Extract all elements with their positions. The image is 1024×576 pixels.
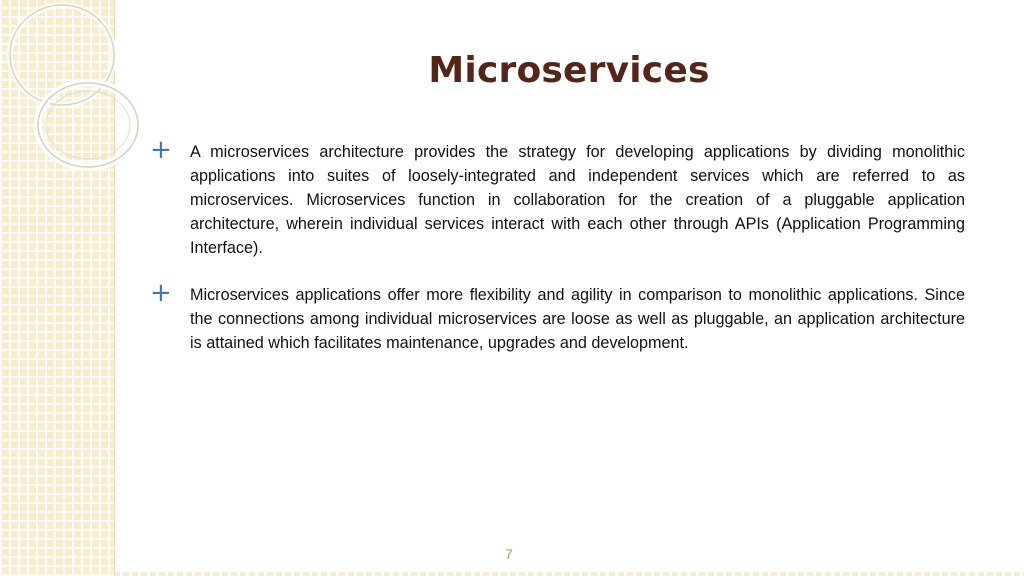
plus-icon: + bbox=[150, 135, 172, 165]
page-number: 7 bbox=[505, 546, 513, 562]
bullet-text: Microservices applications offer more flexibility and agility in comparison to monolithic applications. Since the connections among individual microservices are loose as well as pluggable, an application architecture is attained which facilitates maintenance, upgrades and development. bbox=[190, 286, 965, 352]
plus-icon: + bbox=[150, 278, 172, 308]
slide-title-text: Microservices bbox=[428, 50, 710, 91]
slide-title bbox=[114, 50, 1024, 91]
bullet-text: A microservices architecture provides the strategy for developing applications by dividing monolithic applications into suites of loosely-integrated and independent services which are referred to as microservices. Microservices function in collaboration for the creation of a pluggable application architecture, wherein individual services interact with each other through APIs (Application Programming Interface). bbox=[190, 143, 965, 257]
bullet-item bbox=[150, 135, 965, 260]
decorative-bottom-strip bbox=[114, 572, 1024, 576]
bullet-list bbox=[150, 135, 965, 378]
bullet-item bbox=[150, 278, 965, 355]
decorative-rings-graphic bbox=[0, 0, 140, 200]
